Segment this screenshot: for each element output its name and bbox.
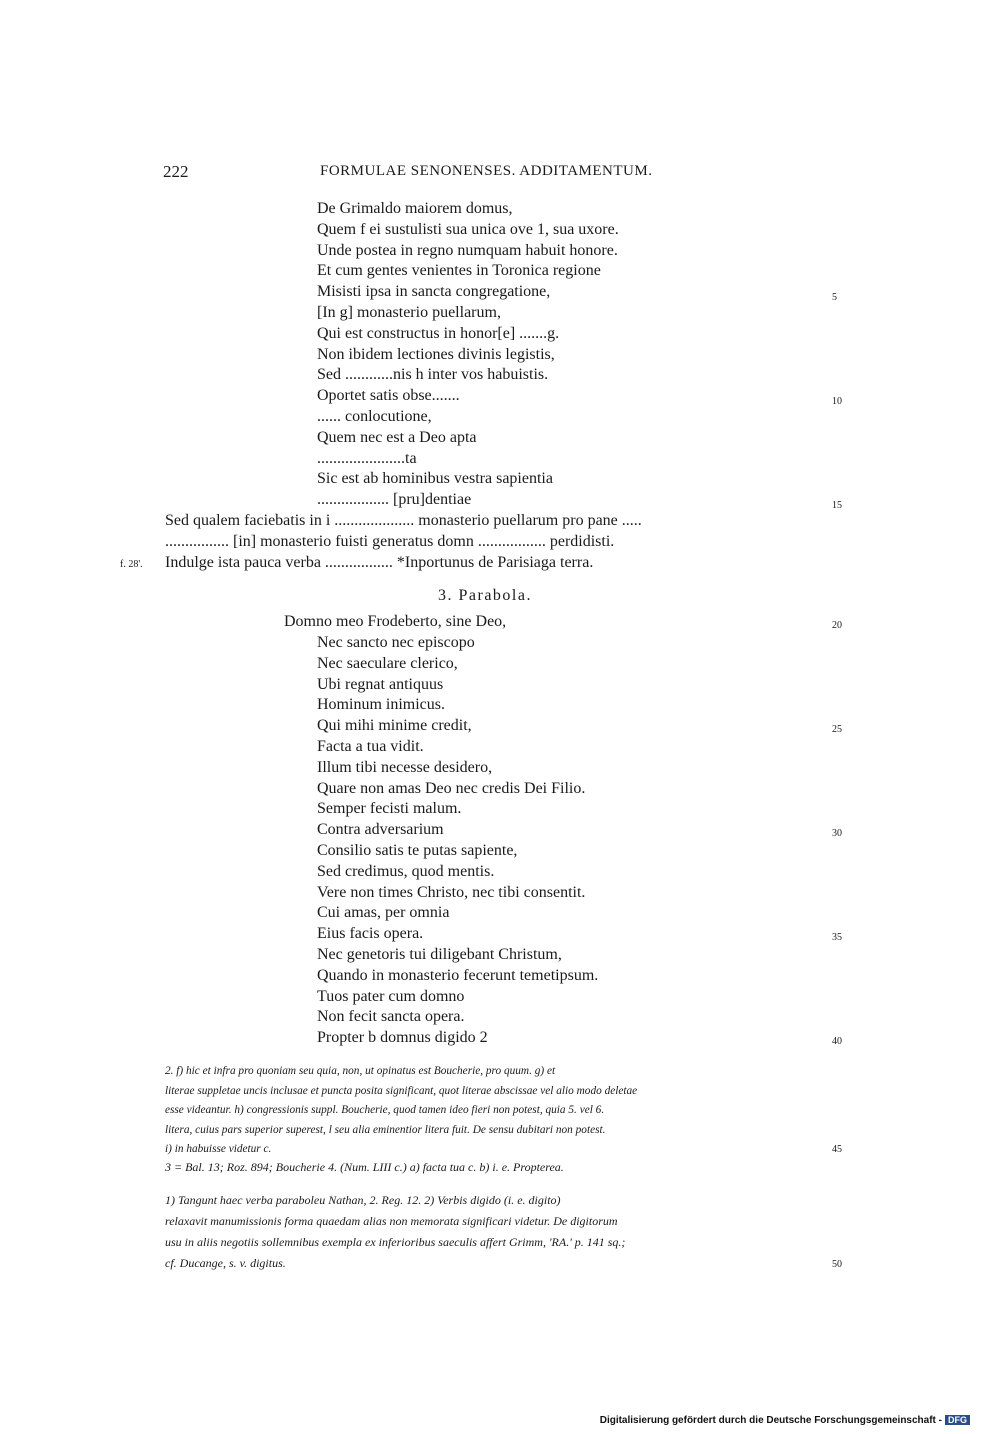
- line-number: 10: [832, 396, 842, 407]
- running-title: FORMULAE SENONENSES. ADDITAMENTUM.: [320, 163, 653, 179]
- verse-line: Quando in monasterio fecerunt temetipsum.: [317, 966, 599, 984]
- line-number: 30: [832, 828, 842, 839]
- verse-line: Sic est ab hominibus vestra sapientia: [317, 470, 553, 488]
- note-line: 2. f) hic et infra pro quoniam seu quia, non, ut opinatus est Boucherie, pro quum. g) et: [165, 1065, 556, 1077]
- verse-line: Misisti ipsa in sancta congregatione,: [317, 283, 551, 301]
- verse-block-two: [317, 633, 598, 1049]
- footnotes: [165, 1190, 625, 1274]
- line-number: 50: [832, 1259, 842, 1270]
- verse-line: Vere non times Christo, nec tibi consentit.: [317, 883, 586, 901]
- verse-line: Et cum gentes venientes in Toronica regione: [317, 262, 601, 280]
- verse-line: Contra adversarium: [317, 821, 444, 839]
- verse-line: Semper fecisti malum.: [317, 800, 462, 818]
- sigla-line: 3 = Bal. 13; Roz. 894; Boucherie 4. (Num. LIII c.) a) facta tua c. b) i. e. Propterea.: [165, 1160, 564, 1174]
- verse-line: Quare non amas Deo nec credis Dei Filio.: [317, 779, 586, 797]
- verse-line: Consilio satis te putas sapiente,: [317, 841, 518, 859]
- verse-line: Nec genetoris tui diligebant Christum,: [317, 945, 562, 963]
- verse-line: Ubi regnat antiquus: [317, 675, 444, 693]
- note-line: i) in habuisse videtur c.: [165, 1143, 272, 1155]
- line-number: 25: [832, 724, 842, 735]
- footnote-line: usu in aliis negotiis sollemnibus exempla ex inferioribus saeculis affert Grimm, 'RA.' p. 141 sq.;: [165, 1235, 626, 1249]
- verse-line: [In g] monasterio puellarum,: [317, 303, 501, 321]
- verse-block-one: [317, 199, 619, 511]
- line-number: 35: [832, 932, 842, 943]
- verse-line: Qui mihi minime credit,: [317, 717, 472, 735]
- margin-folio-note: f. 28'.: [120, 559, 143, 570]
- dfg-logo: DFG: [945, 1415, 970, 1425]
- line-number: 40: [832, 1036, 842, 1047]
- verse-line: De Grimaldo maiorem domus,: [317, 200, 513, 217]
- verse-line: Nec saeculare clerico,: [317, 654, 458, 672]
- verse-line: Nec sancto nec episcopo: [317, 634, 475, 651]
- digitization-credit: [600, 1415, 970, 1426]
- critical-notes: [165, 1062, 637, 1160]
- verse-line: Illum tibi necesse desidero,: [317, 758, 493, 776]
- verse-line: Sed ............nis h inter vos habuistis.: [317, 366, 549, 384]
- verse-line: ......................ta: [317, 449, 417, 467]
- verse-two-first-line: Domno meo Frodeberto, sine Deo,: [284, 613, 507, 630]
- note-line: litera, cuius pars superior superest, l seu alia eminentior litera fuit. De sensu dubitari non potest.: [165, 1123, 606, 1136]
- verse-line: Non fecit sancta opera.: [317, 1008, 465, 1026]
- verse-line: Non ibidem lectiones divinis legistis,: [317, 345, 555, 363]
- prose-line: ................ [in] monasterio fuisti generatus domn ................. perdidisti.: [165, 533, 615, 550]
- verse-line: Hominum inimicus.: [317, 696, 445, 714]
- footnote-line: 1) Tangunt haec verba paraboleu Nathan, 2. Reg. 12. 2) Verbis digido (i. e. digito): [165, 1193, 561, 1207]
- verse-line: Cui amas, per omnia: [317, 904, 450, 922]
- verse-line: Sed credimus, quod mentis.: [317, 862, 495, 880]
- verse-line: Propter b domnus digido 2: [317, 1029, 488, 1047]
- prose-line: Sed qualem faciebatis in i .................... monasterio puellarum pro pane .....: [165, 512, 642, 529]
- verse-line: Tuos pater cum domno: [317, 987, 465, 1005]
- page-number: 222: [163, 162, 189, 181]
- line-number: 5: [832, 292, 837, 303]
- line-number: 20: [832, 620, 842, 631]
- footnote-line: cf. Ducange, s. v. digitus.: [165, 1256, 286, 1270]
- verse-line: ...... conlocutione,: [317, 407, 432, 425]
- note-line: esse videantur. h) congressionis suppl. Boucherie, quod tamen ideo fieri non potest, quia 5. vel 6.: [165, 1104, 605, 1116]
- line-number: 15: [832, 500, 842, 511]
- verse-line: Quem nec est a Deo apta: [317, 428, 477, 446]
- prose-line: Indulge ista pauca verba ................. *Inportunus de Parisiaga terra.: [165, 554, 594, 571]
- verse-line: Qui est constructus in honor[e] .......g.: [317, 324, 560, 342]
- verse-line: Unde postea in regno numquam habuit honore.: [317, 241, 618, 259]
- note-line: literae suppletae uncis inclusae et puncta posita significant, quot literae abscissae vel alio modo deletae: [165, 1084, 638, 1097]
- verse-line: Facta a tua vidit.: [317, 737, 424, 755]
- section-heading: 3. Parabola.: [438, 587, 532, 604]
- verse-line: .................. [pru]dentiae: [317, 491, 472, 509]
- line-number: 45: [832, 1144, 842, 1155]
- verse-line: Oportet satis obse.......: [317, 387, 460, 405]
- credit-text: Digitalisierung gefördert durch die Deutsche Forschungsgemeinschaft -: [599, 1415, 942, 1426]
- footnote-line: relaxavit manumissionis forma quaedam alias non memorata significari videtur. De digitorum: [165, 1214, 618, 1228]
- verse-line: Eius facis opera.: [317, 925, 424, 943]
- verse-line: Quem f ei sustulisti sua unica ove 1, sua uxore.: [317, 220, 619, 238]
